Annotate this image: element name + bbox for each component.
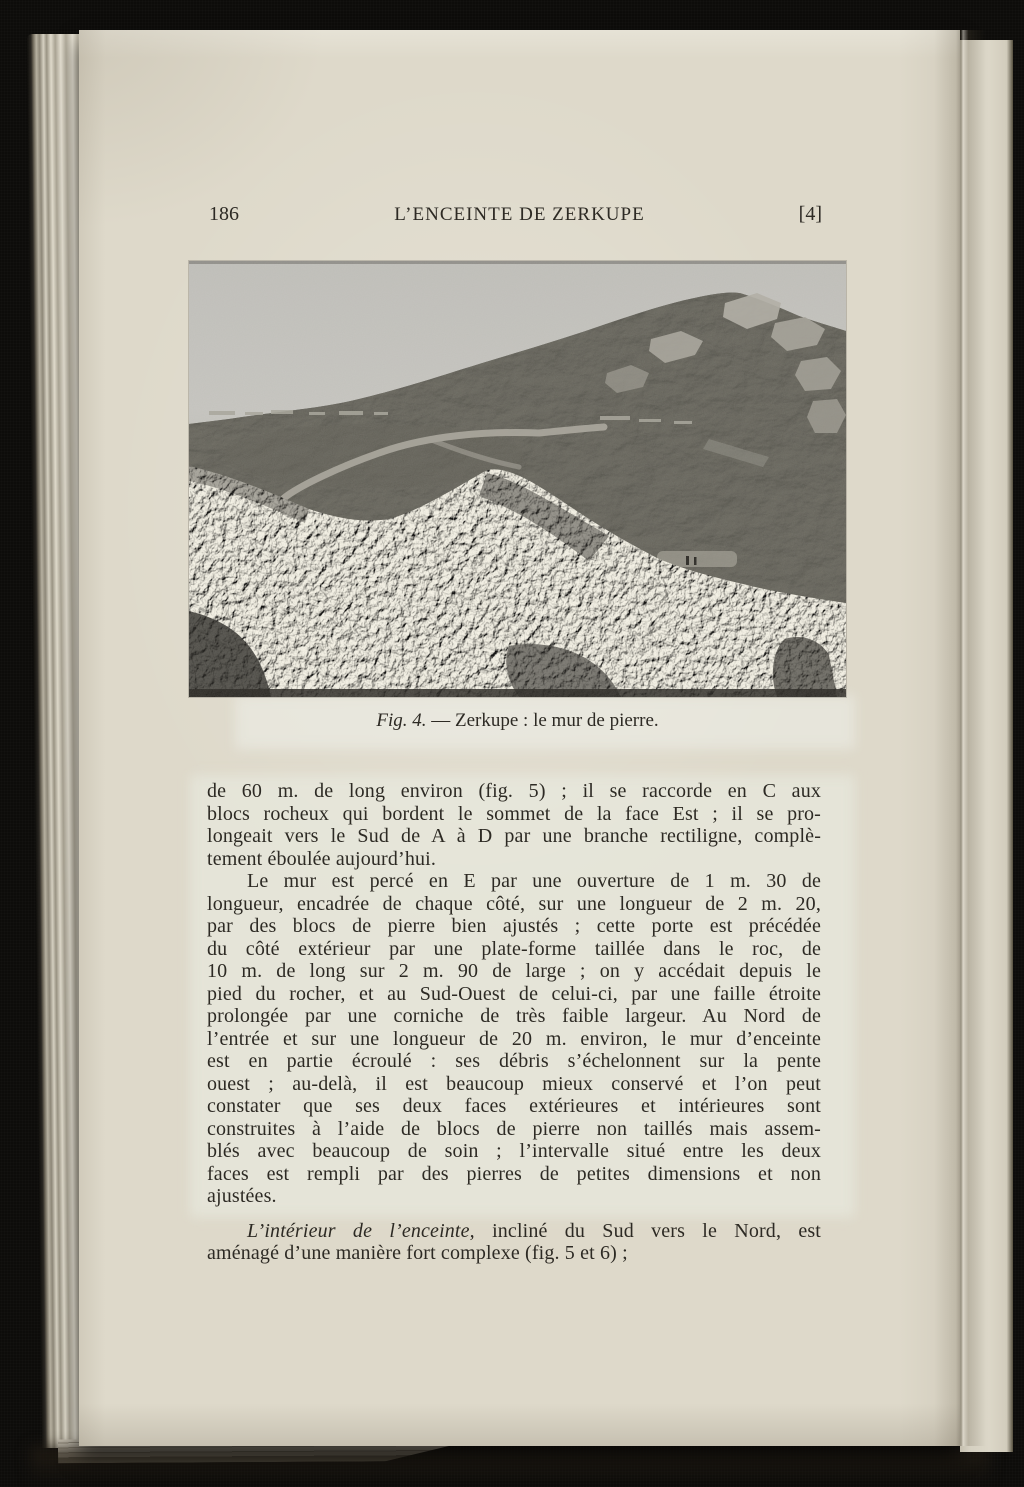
text-line: est en partie écroulé : ses débris s’échelonnent sur la pente [207,1050,821,1072]
text-line: L’intérieur de l’enceinte, incliné du Sud vers le Nord, est [247,1219,821,1242]
gutter-crease [934,30,986,1446]
figure-photo [189,261,846,697]
text-line: du côté extérieur par une plate-forme taillée dans le roc, de [207,937,821,960]
text-line: l’entrée et sur une longueur de 20 m. environ, le mur d’enceinte [207,1027,821,1050]
text-line: Le mur est percé en E par une ouverture de 1 m. 30 de [247,870,821,892]
text-line: blés avec beaucoup de soin ; l’intervalle situé entre les deux [207,1140,821,1162]
text-line: 10 m. de long sur 2 m. 90 de large ; on y accédait depuis le [207,960,821,982]
figure-caption: Fig. 4. — Zerkupe : le mur de pierre. [376,710,659,731]
text-line: blocs rocheux qui bordent le sommet de la face Est ; il se pro- [207,802,821,825]
paragraph [207,870,821,1208]
text-line: tement éboulée aujourd’hui. [207,847,436,870]
photo-grain [189,261,846,697]
text-line: prolongée par une corniche de très faible largeur. Au Nord de [207,1005,821,1027]
book-shadow [30,1447,990,1485]
paragraph [207,780,821,870]
figure-photo-image [189,261,846,697]
text-line: constater que ses deux faces extérieures et intérieures sont [207,1095,821,1117]
text-line: longeait vers le Sud de A à D par une branche rectiligne, complè- [207,825,821,847]
paragraph [207,1220,821,1265]
text-line: par des blocs de pierre bien ajustés ; cette porte est précédée [207,915,821,937]
body-text [207,780,821,1265]
text-line: ouest ; au-delà, il est beaucoup mieux conservé et l’on peut [207,1072,821,1095]
text-line: aménagé d’une manière fort complexe (fig. 5 et 6) ; [207,1242,628,1264]
text-line: longueur, encadrée de chaque côté, sur une longueur de 2 m. 20, [207,892,821,915]
text-line: faces est rempli par des pierres de petites dimensions et non [207,1162,821,1185]
margin-reference: [4] [798,203,822,225]
text-line: ajustées. [207,1185,277,1207]
text-line: construites à l’aide de blocs de pierre non taillés mais assem- [207,1117,821,1140]
running-title: L’ENCEINTE DE ZERKUPE [394,204,645,225]
page-number: 186 [209,203,239,225]
text-line: pied du rocher, et au Sud-Ouest de celui-ci, par une faille étroite [207,982,821,1005]
text-line: de 60 m. de long environ (fig. 5) ; il se raccorde en C aux [207,780,821,802]
